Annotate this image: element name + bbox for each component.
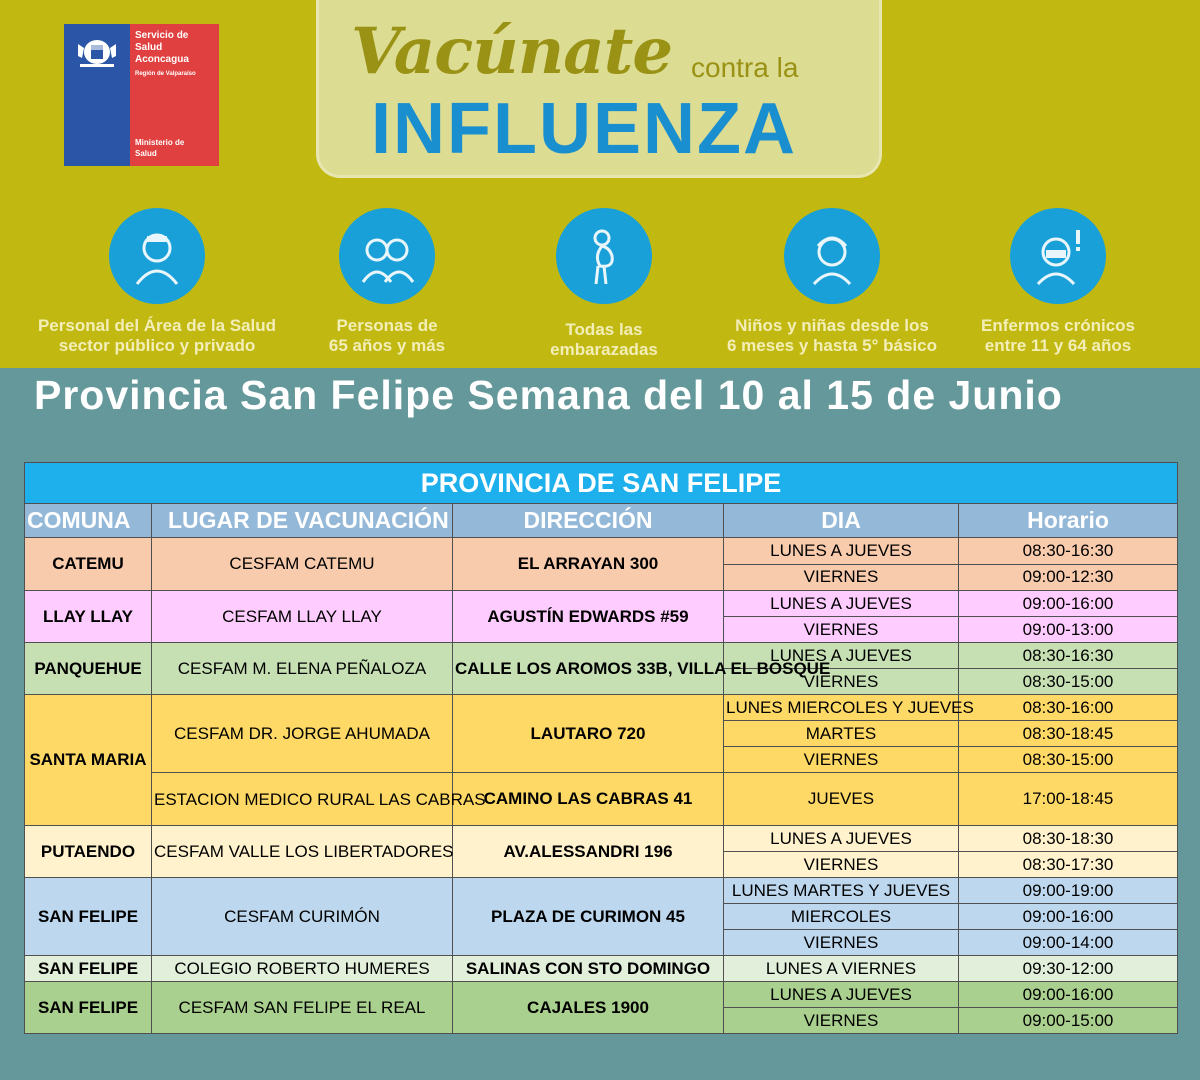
comuna-cell: LLAY LLAY: [25, 591, 152, 643]
dia-cell: LUNES A VIERNES: [724, 956, 959, 982]
horario-cell: 09:00-12:30: [959, 564, 1178, 591]
table-title: PROVINCIA DE SAN FELIPE: [25, 463, 1178, 504]
group-3-line2: embarazadas: [550, 340, 658, 359]
horario-cell: 08:30-16:00: [959, 695, 1178, 721]
horario-cell: 09:00-15:00: [959, 1008, 1178, 1034]
group-4-line2: 6 meses y hasta 5° básico: [727, 336, 937, 355]
group-5-line2: entre 11 y 64 años: [984, 336, 1132, 355]
horario-cell: 08:30-18:45: [959, 721, 1178, 747]
table-row: [25, 643, 1178, 669]
lugar-cell: CESFAM VALLE LOS LIBERTADORES: [152, 826, 453, 878]
group-3-line1: Todas las: [565, 320, 643, 339]
horario-cell: 09:00-16:00: [959, 982, 1178, 1008]
campaign-title-panel: [316, 0, 882, 178]
direccion-cell: AV.ALESSANDRI 196: [453, 826, 724, 878]
group-1-line1: Personal del Área de la Salud: [37, 316, 277, 335]
dia-cell: VIERNES: [724, 1008, 959, 1034]
horario-cell: 09:00-14:00: [959, 930, 1178, 956]
lugar-cell: CESFAM LLAY LLAY: [152, 591, 453, 643]
group-2-line1: Personas de: [336, 316, 438, 335]
horario-cell: 09:30-12:00: [959, 956, 1178, 982]
dia-cell: JUEVES: [724, 773, 959, 826]
lugar-cell: CESFAM CURIMÓN: [152, 878, 453, 956]
table-row: [25, 826, 1178, 852]
dia-cell: VIERNES: [724, 747, 959, 773]
coat-of-arms-icon: [72, 32, 122, 72]
dia-cell: LUNES A JUEVES: [724, 591, 959, 617]
lugar-cell: CESFAM SAN FELIPE EL REAL: [152, 982, 453, 1034]
group-1-line2: sector público y privado: [58, 336, 256, 355]
comuna-cell: CATEMU: [25, 538, 152, 591]
campaign-disease-title: INFLUENZA: [371, 89, 797, 169]
campaign-contra-text: contra la: [691, 52, 799, 83]
lugar-cell: ESTACION MEDICO RURAL LAS CABRAS: [152, 773, 453, 826]
table-row: [25, 695, 1178, 721]
elderly-couple-icon: [339, 208, 435, 304]
logo-service-line3: Aconcagua: [135, 54, 189, 65]
direccion-cell: PLAZA DE CURIMON 45: [453, 878, 724, 956]
comuna-cell: SAN FELIPE: [25, 982, 152, 1034]
comuna-cell: SAN FELIPE: [25, 956, 152, 982]
logo-ministry-line1: Ministerio de: [135, 138, 185, 147]
table-row: [25, 591, 1178, 617]
horario-cell: 08:30-17:30: [959, 852, 1178, 878]
horario-cell: 08:30-18:30: [959, 826, 1178, 852]
dia-cell: VIERNES: [724, 564, 959, 591]
direccion-cell: LAUTARO 720: [453, 695, 724, 773]
horario-cell: 08:30-15:00: [959, 669, 1178, 695]
table-row: [25, 982, 1178, 1008]
vaccination-schedule-table: [24, 462, 1178, 1034]
comuna-cell: PANQUEHUE: [25, 643, 152, 695]
group-chronic: [918, 208, 1198, 356]
horario-cell: 08:30-16:30: [959, 643, 1178, 669]
direccion-cell: AGUSTÍN EDWARDS #59: [453, 591, 724, 643]
direccion-cell: EL ARRAYAN 300: [453, 538, 724, 591]
group-2-line2: 65 años y más: [328, 336, 446, 355]
horario-cell: 09:00-16:00: [959, 904, 1178, 930]
logo-red-panel: [130, 24, 219, 166]
campaign-script-title: Vacúnate: [351, 14, 673, 89]
horario-cell: 17:00-18:45: [959, 773, 1178, 826]
lugar-cell: CESFAM DR. JORGE AHUMADA: [152, 695, 453, 773]
dia-cell: MARTES: [724, 721, 959, 747]
table-row: [25, 773, 1178, 826]
dia-cell: LUNES A JUEVES: [724, 982, 959, 1008]
lugar-cell: CESFAM CATEMU: [152, 538, 453, 591]
group-5-line1: Enfermos crónicos: [981, 316, 1135, 335]
dia-cell: VIERNES: [724, 617, 959, 643]
health-worker-icon: [109, 208, 205, 304]
dia-cell: LUNES A JUEVES: [724, 643, 959, 669]
lugar-cell: COLEGIO ROBERTO HUMERES: [152, 956, 453, 982]
horario-cell: 09:00-13:00: [959, 617, 1178, 643]
header-comuna: COMUNA: [25, 504, 152, 538]
horario-cell: 08:30-16:30: [959, 538, 1178, 565]
horario-cell: 09:00-16:00: [959, 591, 1178, 617]
table-row: [25, 538, 1178, 565]
logo-service-line1: Servicio de: [135, 30, 189, 41]
logo-ministry-line2: Salud: [135, 149, 157, 158]
dia-cell: LUNES MARTES Y JUEVES: [724, 878, 959, 904]
logo-service-line2: Salud: [135, 42, 163, 53]
horario-cell: 08:30-15:00: [959, 747, 1178, 773]
direccion-cell: CAJALES 1900: [453, 982, 724, 1034]
comuna-cell: PUTAENDO: [25, 826, 152, 878]
dia-cell: LUNES A JUEVES: [724, 826, 959, 852]
dia-cell: LUNES MIERCOLES Y JUEVES: [724, 695, 959, 721]
page-title: Provincia San Felipe Semana del 10 al 15 de Junio: [34, 372, 1063, 418]
direccion-cell: CAMINO LAS CABRAS 41: [453, 773, 724, 826]
logo-region: Región de Valparaíso: [135, 71, 196, 77]
header-horario: Horario: [959, 504, 1178, 538]
header-direccion: DIRECCIÓN: [453, 504, 724, 538]
dia-cell: VIERNES: [724, 852, 959, 878]
comuna-cell: SAN FELIPE: [25, 878, 152, 956]
direccion-cell: CALLE LOS AROMOS 33B, VILLA EL BOSQUE: [453, 643, 724, 695]
group-4-line1: Niños y niñas desde los: [735, 316, 929, 335]
pregnant-woman-icon: [556, 208, 652, 304]
logo-blue-panel: [64, 24, 130, 166]
horario-cell: 09:00-19:00: [959, 878, 1178, 904]
child-icon: [784, 208, 880, 304]
ministry-logo: [64, 24, 219, 166]
dia-cell: VIERNES: [724, 669, 959, 695]
header-lugar: LUGAR DE VACUNACIÓN: [152, 504, 453, 538]
campaign-banner: [0, 0, 1200, 368]
comuna-cell: SANTA MARIA: [25, 695, 152, 826]
table-row: [25, 956, 1178, 982]
direccion-cell: SALINAS CON STO DOMINGO: [453, 956, 724, 982]
dia-cell: LUNES A JUEVES: [724, 538, 959, 565]
header-dia: DIA: [724, 504, 959, 538]
table-row: [25, 878, 1178, 904]
dia-cell: MIERCOLES: [724, 904, 959, 930]
chronic-patient-icon: [1010, 208, 1106, 304]
lugar-cell: CESFAM M. ELENA PEÑALOZA: [152, 643, 453, 695]
target-groups: [0, 208, 1200, 358]
dia-cell: VIERNES: [724, 930, 959, 956]
